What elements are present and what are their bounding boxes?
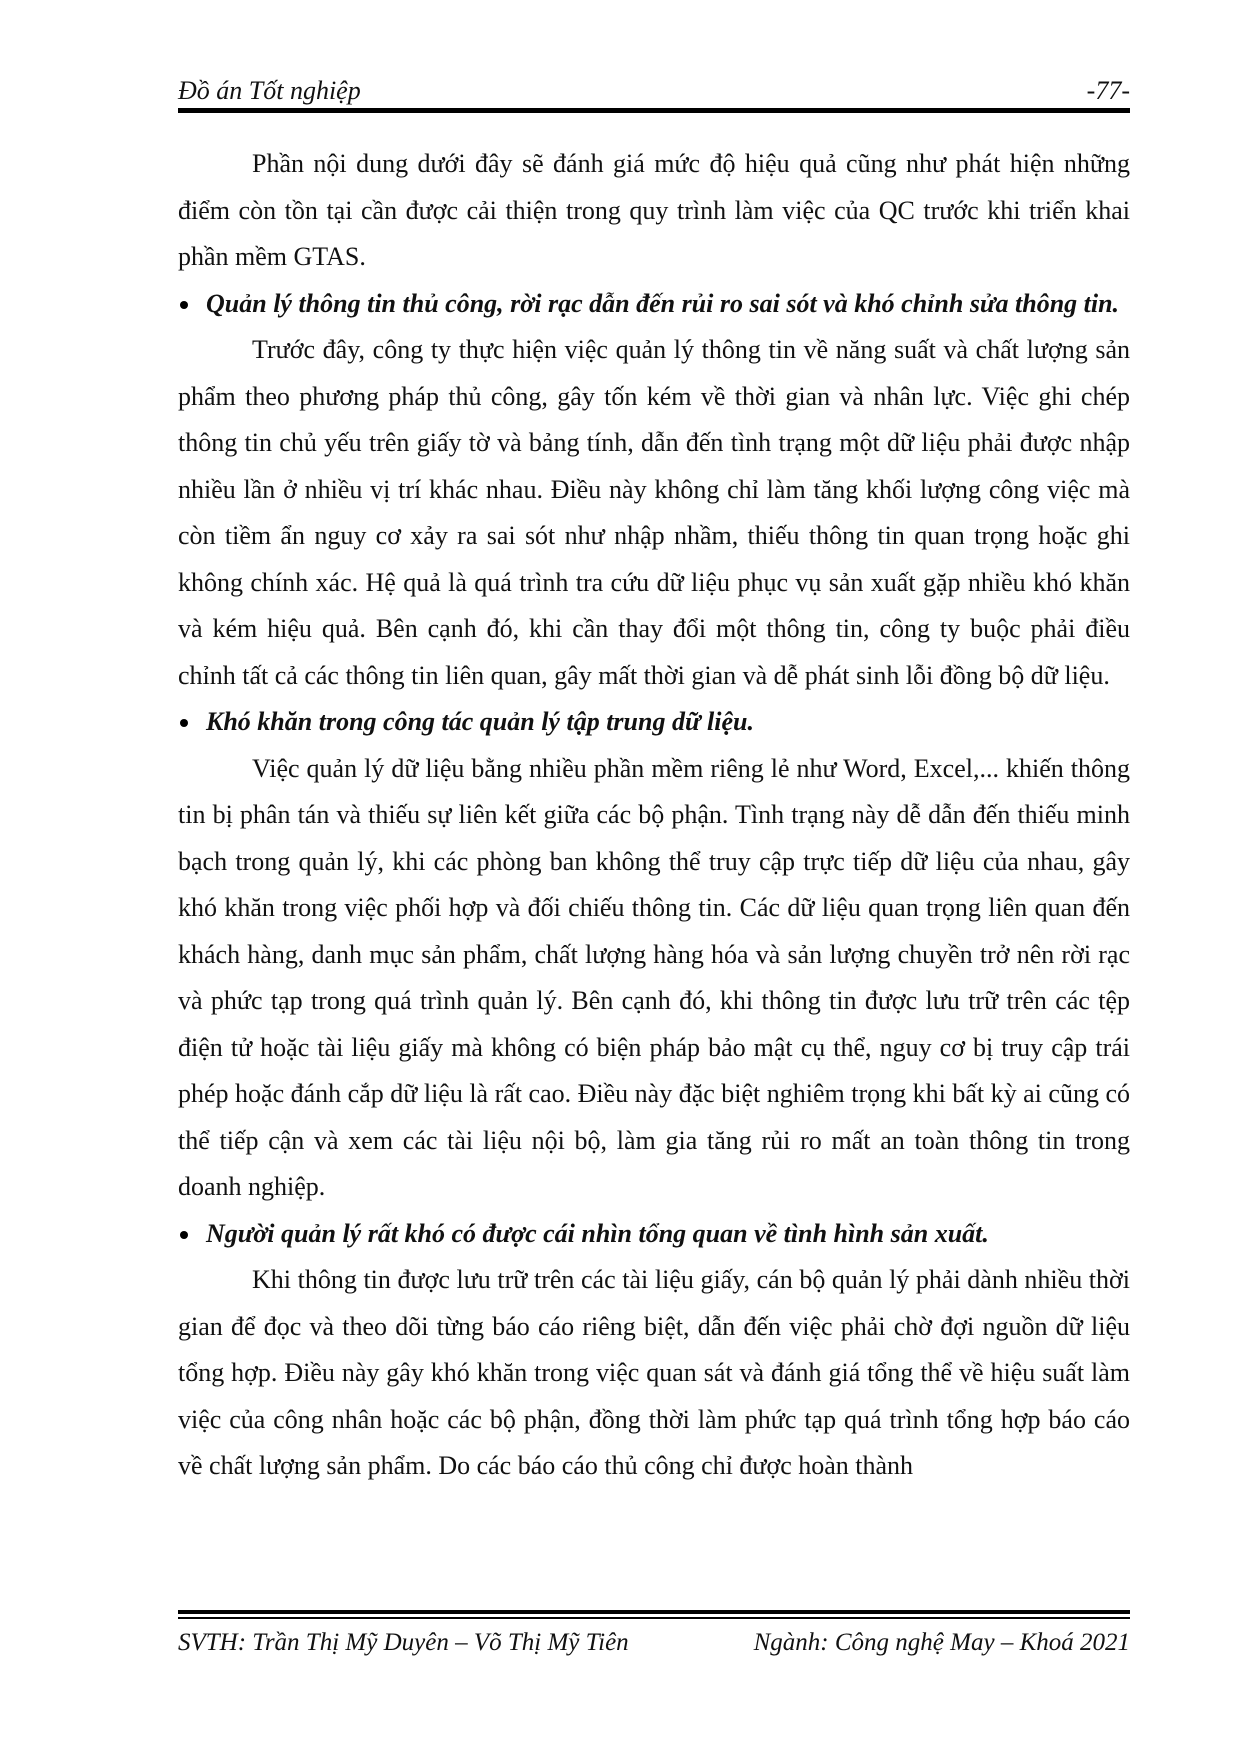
bullet-heading-centralized-data	[178, 699, 1130, 746]
footer-divider-thick	[178, 1610, 1130, 1614]
body-paragraph-production-overview: Khi thông tin được lưu trữ trên các tài liệu giấy, cán bộ quản lý phải dành nhiều thời gian để đọc và theo dõi từng báo cáo riêng biệt, dẫn đến việc phải chờ đợi nguồn dữ liệu tổng hợp. Điều này gây khó khăn trong việc quan sát và đánh giá tổng thể về hiệu suất làm việc của công nhân hoặc các bộ phận, đồng thời làm phức tạp quá trình tổng hợp báo cáo về chất lượng sản phẩm. Do các báo cáo thủ công chỉ được hoàn thành	[178, 1265, 1130, 1480]
page-header	[178, 76, 1130, 110]
page-body	[178, 141, 1130, 1490]
footer-divider-thin	[178, 1617, 1130, 1619]
bullet-icon	[180, 1231, 188, 1239]
footer-authors: SVTH: Trần Thị Mỹ Duyên – Võ Thị Mỹ Tiên	[178, 1629, 629, 1656]
bullet-heading-production-overview	[178, 1211, 1130, 1258]
body-paragraph-centralized-data: Việc quản lý dữ liệu bằng nhiều phần mềm riêng lẻ như Word, Excel,... khiến thông tin bị phân tán và thiếu sự liên kết giữa các bộ phận. Tình trạng này dễ dẫn đến thiếu minh bạch trong quản lý, khi các phòng ban không thể truy cập trực tiếp dữ liệu của nhau, gây khó khăn trong việc phối hợp và đối chiếu thông tin. Các dữ liệu quan trọng liên quan đến khách hàng, danh mục sản phẩm, chất lượng hàng hóa và sản lượng chuyền trở nên rời rạc và phức tạp trong quá trình quản lý. Bên cạnh đó, khi thông tin được lưu trữ trên các tệp điện tử hoặc tài liệu giấy mà không có biện pháp bảo mật cụ thể, nguy cơ bị truy cập trái phép hoặc đánh cắp dữ liệu là rất cao. Điều này đặc biệt nghiêm trọng khi bất kỳ ai cũng có thể tiếp cận và xem các tài liệu nội bộ, làm gia tăng rủi ro mất an toàn thông tin trong doanh nghiệp.	[178, 753, 1130, 1201]
bullet-heading-text: Quản lý thông tin thủ công, rời rạc dẫn đến rủi ro sai sót và khó chỉnh sửa thông tin.	[206, 288, 1120, 318]
body-paragraph-manual-management: Trước đây, công ty thực hiện việc quản lý thông tin về năng suất và chất lượng sản phẩm theo phương pháp thủ công, gây tốn kém về thời gian và nhân lực. Việc ghi chép thông tin chủ yếu trên giấy tờ và bảng tính, dẫn đến tình trạng một dữ liệu phải được nhập nhiều lần ở nhiều vị trí khác nhau. Điều này không chỉ làm tăng khối lượng công việc mà còn tiềm ẩn nguy cơ xảy ra sai sót như nhập nhầm, thiếu thông tin quan trọng hoặc ghi không chính xác. Hệ quả là quá trình tra cứu dữ liệu phục vụ sản xuất gặp nhiều khó khăn và kém hiệu quả. Bên cạnh đó, khi cần thay đổi một thông tin, công ty buộc phải điều chỉnh tất cả các thông tin liên quan, gây mất thời gian và dễ phát sinh lỗi đồng bộ dữ liệu.	[178, 335, 1130, 690]
footer-major: Ngành: Công nghệ May – Khoá 2021	[753, 1629, 1130, 1656]
document-title: Đồ án Tốt nghiệp	[178, 76, 361, 105]
bullet-heading-manual-management	[178, 281, 1130, 328]
page-number: -77-	[1086, 76, 1130, 105]
bullet-heading-text: Người quản lý rất khó có được cái nhìn tổng quan về tình hình sản xuất.	[206, 1218, 989, 1248]
bullet-icon	[180, 719, 188, 727]
bullet-heading-text: Khó khăn trong công tác quản lý tập trung dữ liệu.	[206, 707, 754, 736]
page-footer	[178, 1628, 1130, 1662]
bullet-icon	[180, 301, 188, 309]
header-divider	[178, 108, 1130, 113]
body-paragraph-intro: Phần nội dung dưới đây sẽ đánh giá mức độ hiệu quả cũng như phát hiện những điểm còn tồn tại cần được cải thiện trong quy trình làm việc của QC trước khi triển khai phần mềm GTAS.	[178, 149, 1130, 271]
